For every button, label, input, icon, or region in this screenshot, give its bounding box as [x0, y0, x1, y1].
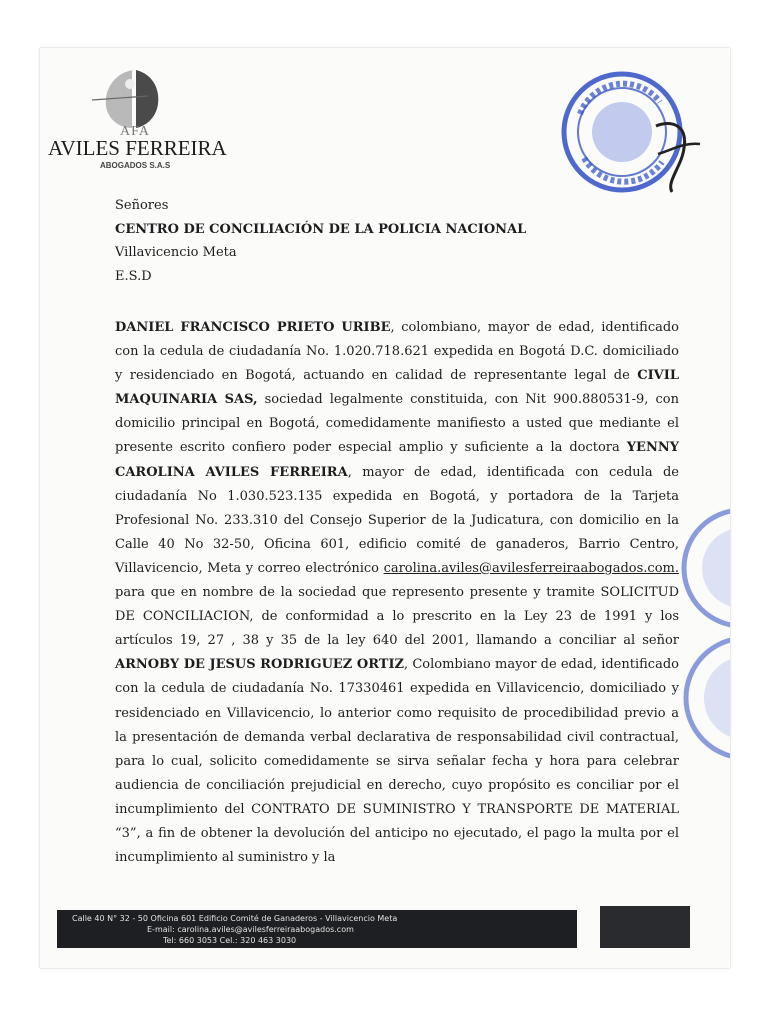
logo-emblem-icon — [86, 66, 176, 132]
recipient-esd: E.S.D — [115, 268, 152, 284]
company-name: CIVIL MAQUINARIA SAS, — [115, 368, 679, 408]
attorney-name: YENNY CAROLINA AVILES FERREIRA — [115, 440, 679, 480]
body-segment: , mayor de edad, identificada con cedula de ciudadanía No 1.030.523.135 expedida en Bogotá, y portadora de la Tarjeta Profesional No. 233.310 del Consejo Superior de la Judicatura, con domicilio en la Calle 40 No 32-50, Oficina 601, edificio comité de ganaderos, Barrio Centro, Villavicencio, Meta y correo electrónico — [115, 464, 679, 576]
addressee-block — [115, 194, 635, 288]
firm-logo — [48, 66, 238, 176]
letter-body — [115, 316, 679, 870]
recipient-city: Villavicencio Meta — [115, 245, 237, 260]
footer-dark-block — [600, 906, 690, 948]
footer-phone: Tel: 660 3053 Cel.: 320 463 3030 — [163, 936, 297, 945]
document-page — [40, 48, 730, 968]
body-segment: , Colombiano mayor de edad, identificado con la cedula de ciudadanía No. 17330461 expedida en Villavicencio, domiciliado y residenciado en Villavicencio, lo anterior como requisito de procedibilidad previo a la presentación de demanda verbal declarativa de responsabilidad civil contractual, para lo cual, solicito comedidamente se sirva señalar fecha y hora para celebrar audiencia de conciliación prejudicial en derecho, cuyo propósito es conciliar por el incumplimiento del CONTRATO DE SUMINISTRO Y TRANSPORTE DE MATERIAL “3”, a fin de obtener la devolución del anticipo no ejecutado, el pago la multa por el incumplimiento al suministro y la — [115, 657, 679, 866]
footer-address: Calle 40 N° 32 - 50 Oficina 601 Edificio Comité de Ganaderos - Villavicencio Meta — [72, 914, 398, 923]
notary-seal-icon — [560, 62, 710, 202]
firm-subtitle: ABOGADOS S.A.S — [100, 161, 171, 170]
attorney-email-link[interactable]: carolina.aviles@avilesferreiraabogados.com. — [383, 560, 679, 576]
footer-email: E-mail: carolina.aviles@avilesferreiraabogados.com — [147, 925, 354, 934]
grantor-name: DANIEL FRANCISCO PRIETO URIBE — [115, 320, 391, 335]
body-segment: para que en nombre de la sociedad que represento presente y tramite SOLICITUD DE CONCILIACION, de conformidad a lo prescrito en la Ley 23 de 1991 y los artículos 19, 27 , 38 y 35 de la ley 640 del 2001, llamando a conciliar al señor — [115, 585, 679, 649]
letterhead-footer — [57, 910, 577, 948]
recipient-entity: CENTRO DE CONCILIACIÓN DE LA POLICIA NACIONAL — [115, 221, 527, 237]
body-segment: sociedad legalmente constituida, con Nit 900.880531-9, con domicilio principal en Bogotá, comedidamente manifiesto a usted que mediante el presente escrito confiero poder especial amplio y suficiente a la doctora — [115, 392, 679, 456]
salutation: Señores — [115, 198, 169, 213]
logo-initials: AFA — [120, 124, 150, 139]
counterparty-name: ARNOBY DE JESUS RODRIGUEZ ORTIZ — [115, 657, 405, 673]
body-segment: , colombiano, mayor de edad, identificado con la cedula de ciudadanía No. 1.020.718.621 expedida en Bogotá D.C. domiciliado y residenciado en Bogotá, actuando en calidad de representante legal de — [115, 320, 679, 384]
firm-name: AVILES FERREIRA — [48, 136, 227, 160]
side-seal-icon — [680, 498, 730, 788]
